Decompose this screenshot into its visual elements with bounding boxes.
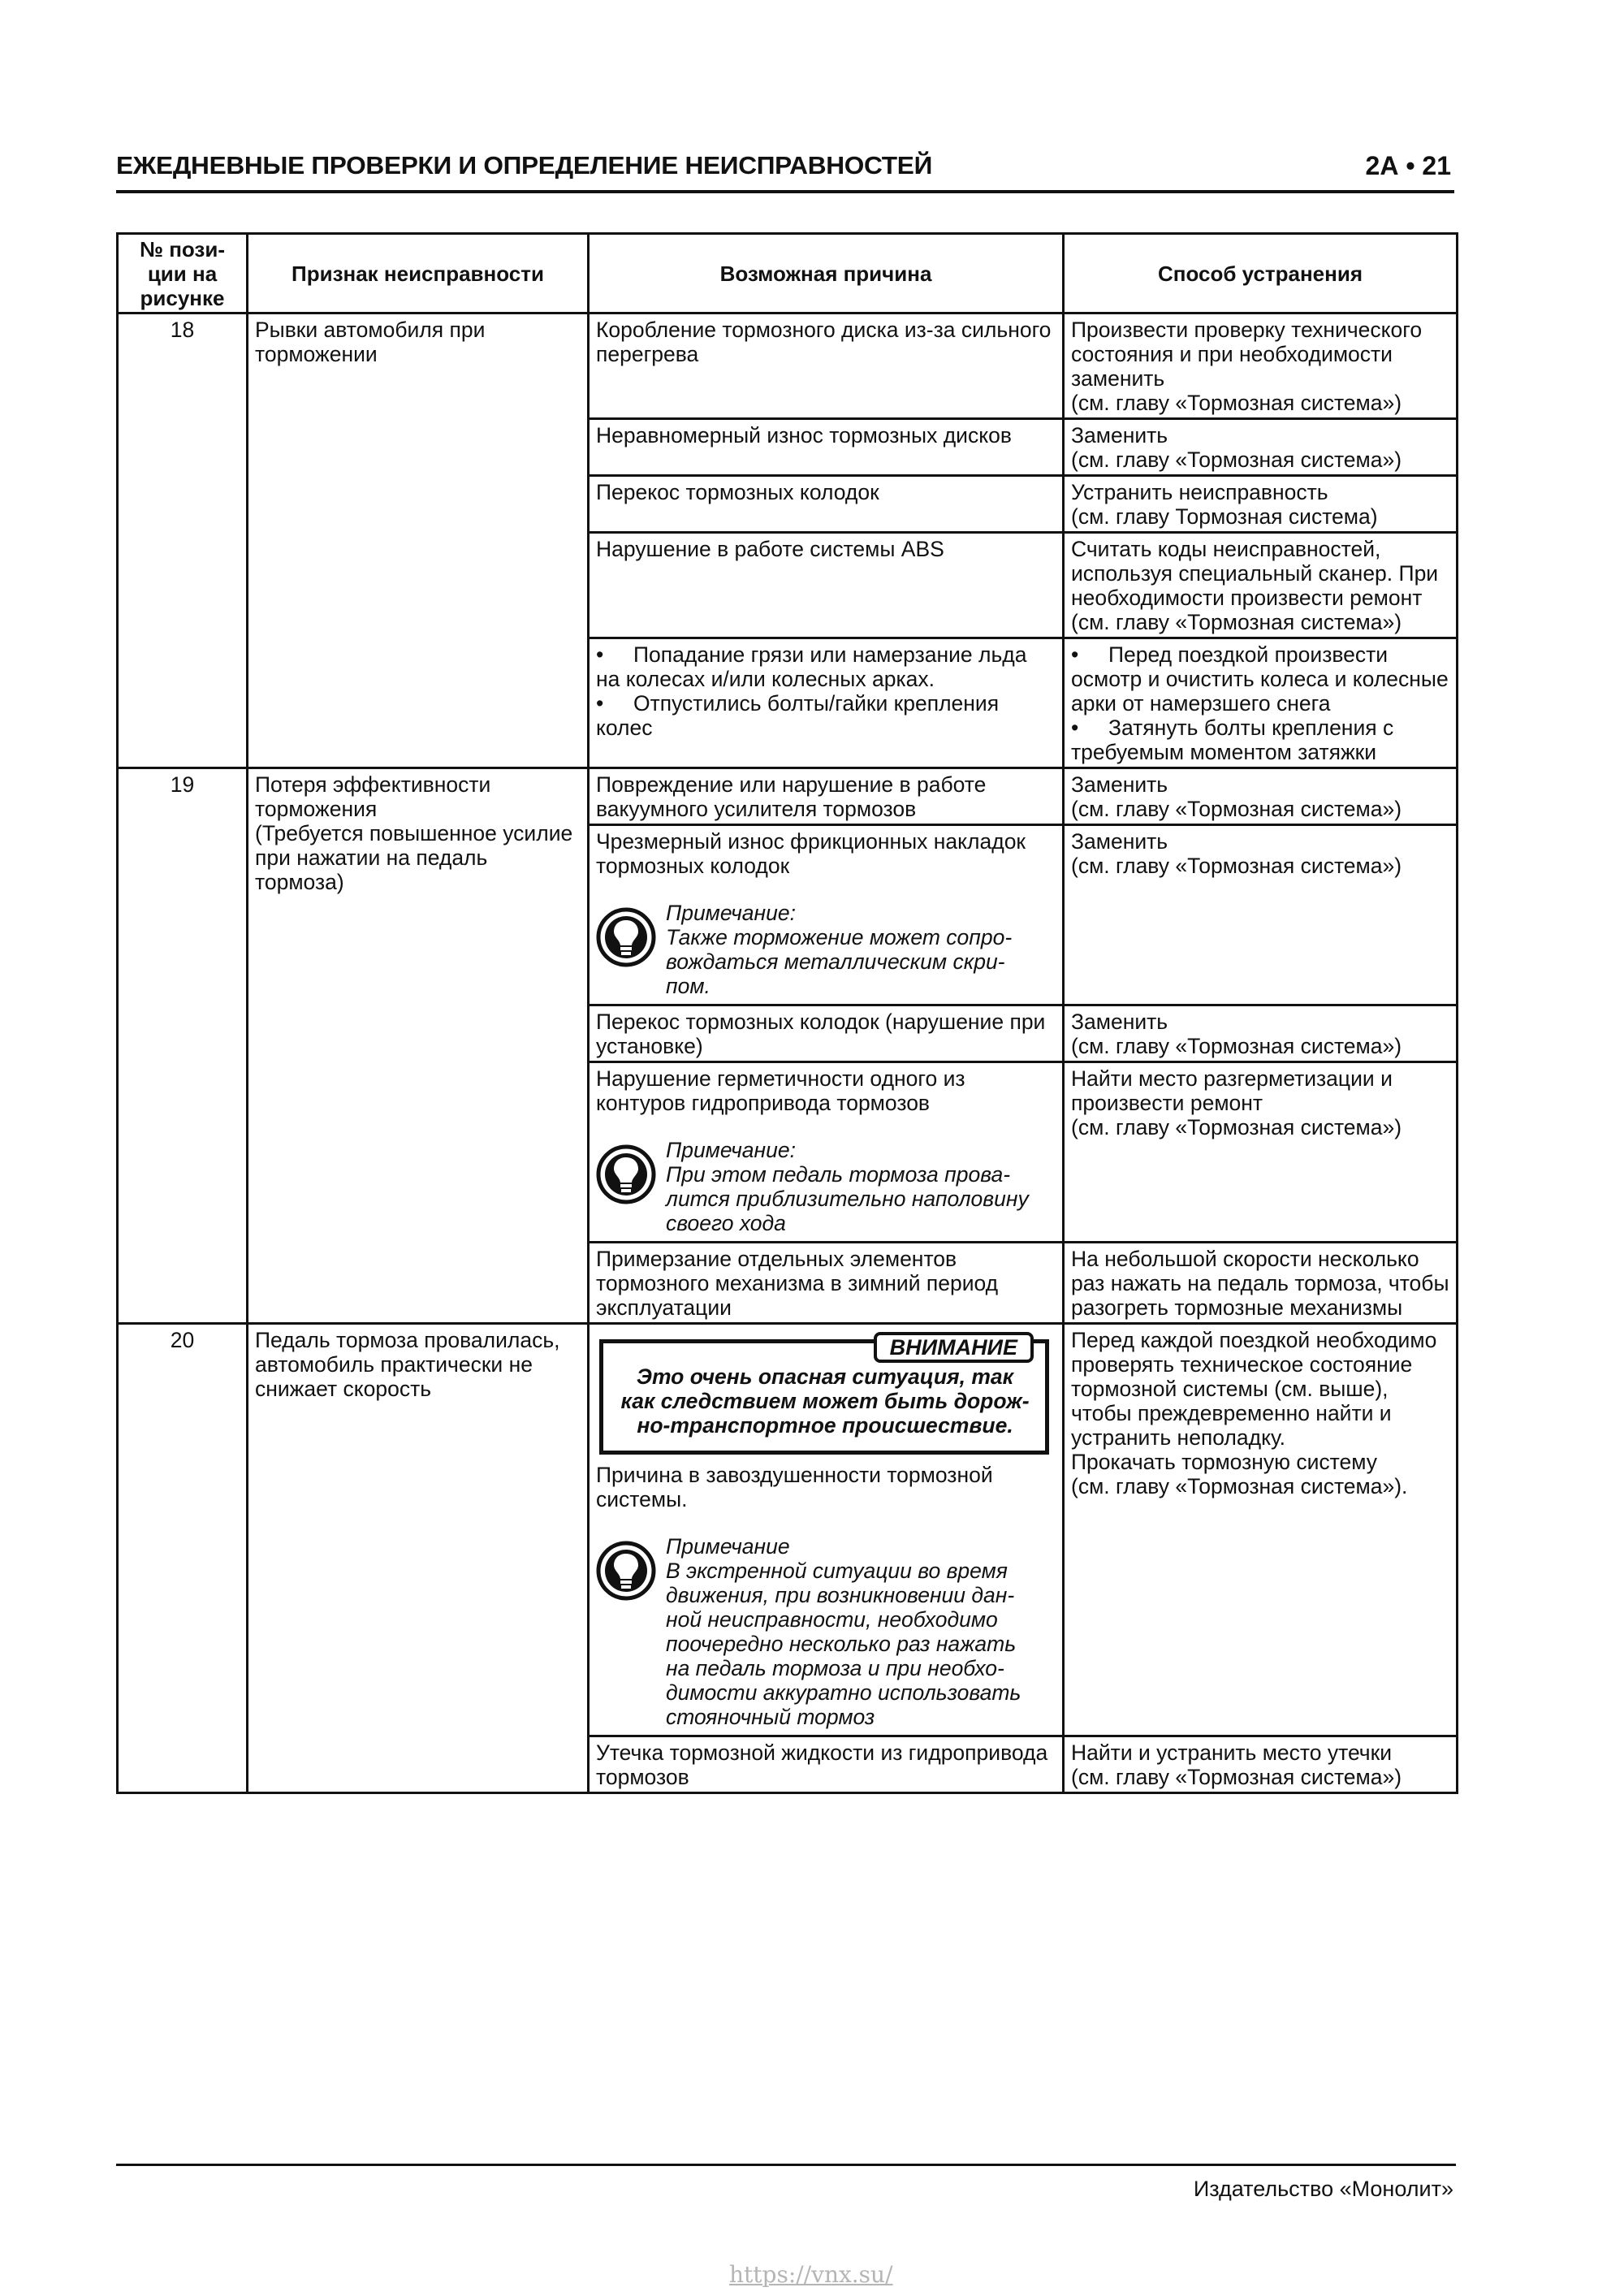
footer-divider (116, 2164, 1456, 2166)
symptom-cell: Потеря эффективности торможения (Требуется повышенное усилие при нажатии на педаль тормоза) (248, 768, 589, 1324)
note-block (596, 901, 1056, 998)
cause-cell (589, 1062, 1064, 1243)
cause-cell: Утечка тормозной жидкости из гидропривода тормозов (589, 1736, 1064, 1793)
cause-cell (589, 638, 1064, 768)
column-header-symptom: Признак неисправности (248, 234, 589, 313)
note-title: Примечание: (666, 1138, 796, 1162)
watermark-link[interactable]: https://vnx.su/ (729, 2261, 893, 2288)
page-number: 2А • 21 (1365, 151, 1451, 180)
cause-text: Причина в завоздушенности тормозной системы. (596, 1463, 993, 1511)
cause-cell (589, 1324, 1064, 1736)
note-title: Примечание (666, 1534, 790, 1559)
column-header-cause: Возможная причина (589, 234, 1064, 313)
remedy-cell: Заменить (см. главу «Тормозная система») (1064, 825, 1458, 1005)
note-title: Примечание: (666, 901, 796, 925)
remedy-cell: Найти и устранить место утечки (см. главу «Тормозная система») (1064, 1736, 1458, 1793)
column-header-remedy: Способ устранения (1064, 234, 1458, 313)
remedy-cell: Перед каждой поездкой необходимо проверять техническое состояние тормозной системы (см. выше), чтобы преждевременно найти и устранить неполадку. Прокачать тормозную систему (см. главу «Тормозная система»). (1064, 1324, 1458, 1736)
table-header-row (118, 234, 1458, 313)
note-block (596, 1138, 1056, 1235)
cause-cell: Примерзание отдельных элементов тормозного механизма в зимний период эксплуатации (589, 1243, 1064, 1324)
remedy-cell: Заменить (см. главу «Тормозная система») (1064, 768, 1458, 825)
table-row (118, 313, 1458, 419)
remedy-cell: Устранить неисправность (см. главу Тормозная система) (1064, 476, 1458, 533)
cause-cell: Нарушение в работе системы ABS (589, 533, 1064, 638)
publisher-name: Издательство «Монолит» (1193, 2177, 1453, 2201)
note-text: Также торможение может сопро- вождаться металлическим скри- пом. (666, 925, 1013, 998)
warning-box (599, 1335, 1049, 1455)
remedy-cell: Считать коды неисправностей, используя специальный сканер. При необходимости произвести ремонт (см. главу «Тормозная система») (1064, 533, 1458, 638)
cause-cell: Перекос тормозных колодок (нарушение при установке) (589, 1005, 1064, 1062)
position-number: 20 (118, 1324, 248, 1793)
cause-cell: Коробление тормозного диска из-за сильного перегрева (589, 313, 1064, 419)
note-text: При этом педаль тормоза прова- лится приблизительно наполовину своего хода (666, 1162, 1029, 1235)
symptom-cell: Педаль тормоза провалилась, автомобиль практически не снижает скорость (248, 1324, 589, 1793)
remedy-cell (1064, 638, 1458, 768)
note-block (596, 1534, 1056, 1729)
troubleshooting-table (116, 232, 1458, 1794)
cause-cell (589, 825, 1064, 1005)
cause-cell: Неравномерный износ тормозных дисков (589, 419, 1064, 476)
cause-cell: Перекос тормозных колодок (589, 476, 1064, 533)
page-title: ЕЖЕДНЕВНЫЕ ПРОВЕРКИ И ОПРЕДЕЛЕНИЕ НЕИСПРАВНОСТЕЙ (116, 151, 933, 179)
bullet-item: • Попадание грязи или намерзание льда на колесах и/или колесных арках. (596, 642, 1027, 691)
remedy-cell: На небольшой скорости несколько раз нажать на педаль тормоза, чтобы разогреть тормозные механизмы (1064, 1243, 1458, 1324)
table-row (118, 768, 1458, 825)
warning-label: ВНИМАНИЕ (874, 1332, 1034, 1363)
lightbulb-icon (596, 901, 666, 972)
page-header (116, 145, 1454, 193)
table-row (118, 1324, 1458, 1736)
remedy-cell: Заменить (см. главу «Тормозная система») (1064, 1005, 1458, 1062)
symptom-cell: Рывки автомобиля при торможении (248, 313, 589, 768)
position-number: 18 (118, 313, 248, 768)
warning-text: Это очень опасная ситуация, так как следствием может быть дорож- но-транспортное происшествие. (620, 1364, 1030, 1438)
bullet-item: • Затянуть болты крепления с требуемым моментом затяжки (1071, 716, 1394, 764)
bullet-item: • Отпустились болты/гайки крепления колес (596, 691, 1000, 740)
position-number: 19 (118, 768, 248, 1324)
remedy-cell: Найти место разгерметизации и произвести ремонт (см. главу «Тормозная система») (1064, 1062, 1458, 1243)
lightbulb-icon (596, 1534, 666, 1606)
note-text: В экстренной ситуации во время движения, при возникновении дан- ной неисправности, необходимо поочередно несколько раз нажать на педаль тормоза и при необхо- димости аккуратно использовать стояночный тормоз (666, 1559, 1021, 1729)
remedy-cell: Произвести проверку технического состояния и при необходимости заменить (см. главу «Тормозная система») (1064, 313, 1458, 419)
column-header-position: № пози- ции на рисунке (118, 234, 248, 313)
cause-cell: Повреждение или нарушение в работе вакуумного усилителя тормозов (589, 768, 1064, 825)
cause-text: Чрезмерный износ фрикционных накладок тормозных колодок (596, 829, 1026, 878)
bullet-item: • Перед поездкой произвести осмотр и очистить колеса и колесные арки от намерзшего снега (1071, 642, 1449, 716)
lightbulb-icon (596, 1138, 666, 1209)
remedy-cell: Заменить (см. главу «Тормозная система») (1064, 419, 1458, 476)
cause-text: Нарушение герметичности одного из контуров гидропривода тормозов (596, 1066, 965, 1115)
